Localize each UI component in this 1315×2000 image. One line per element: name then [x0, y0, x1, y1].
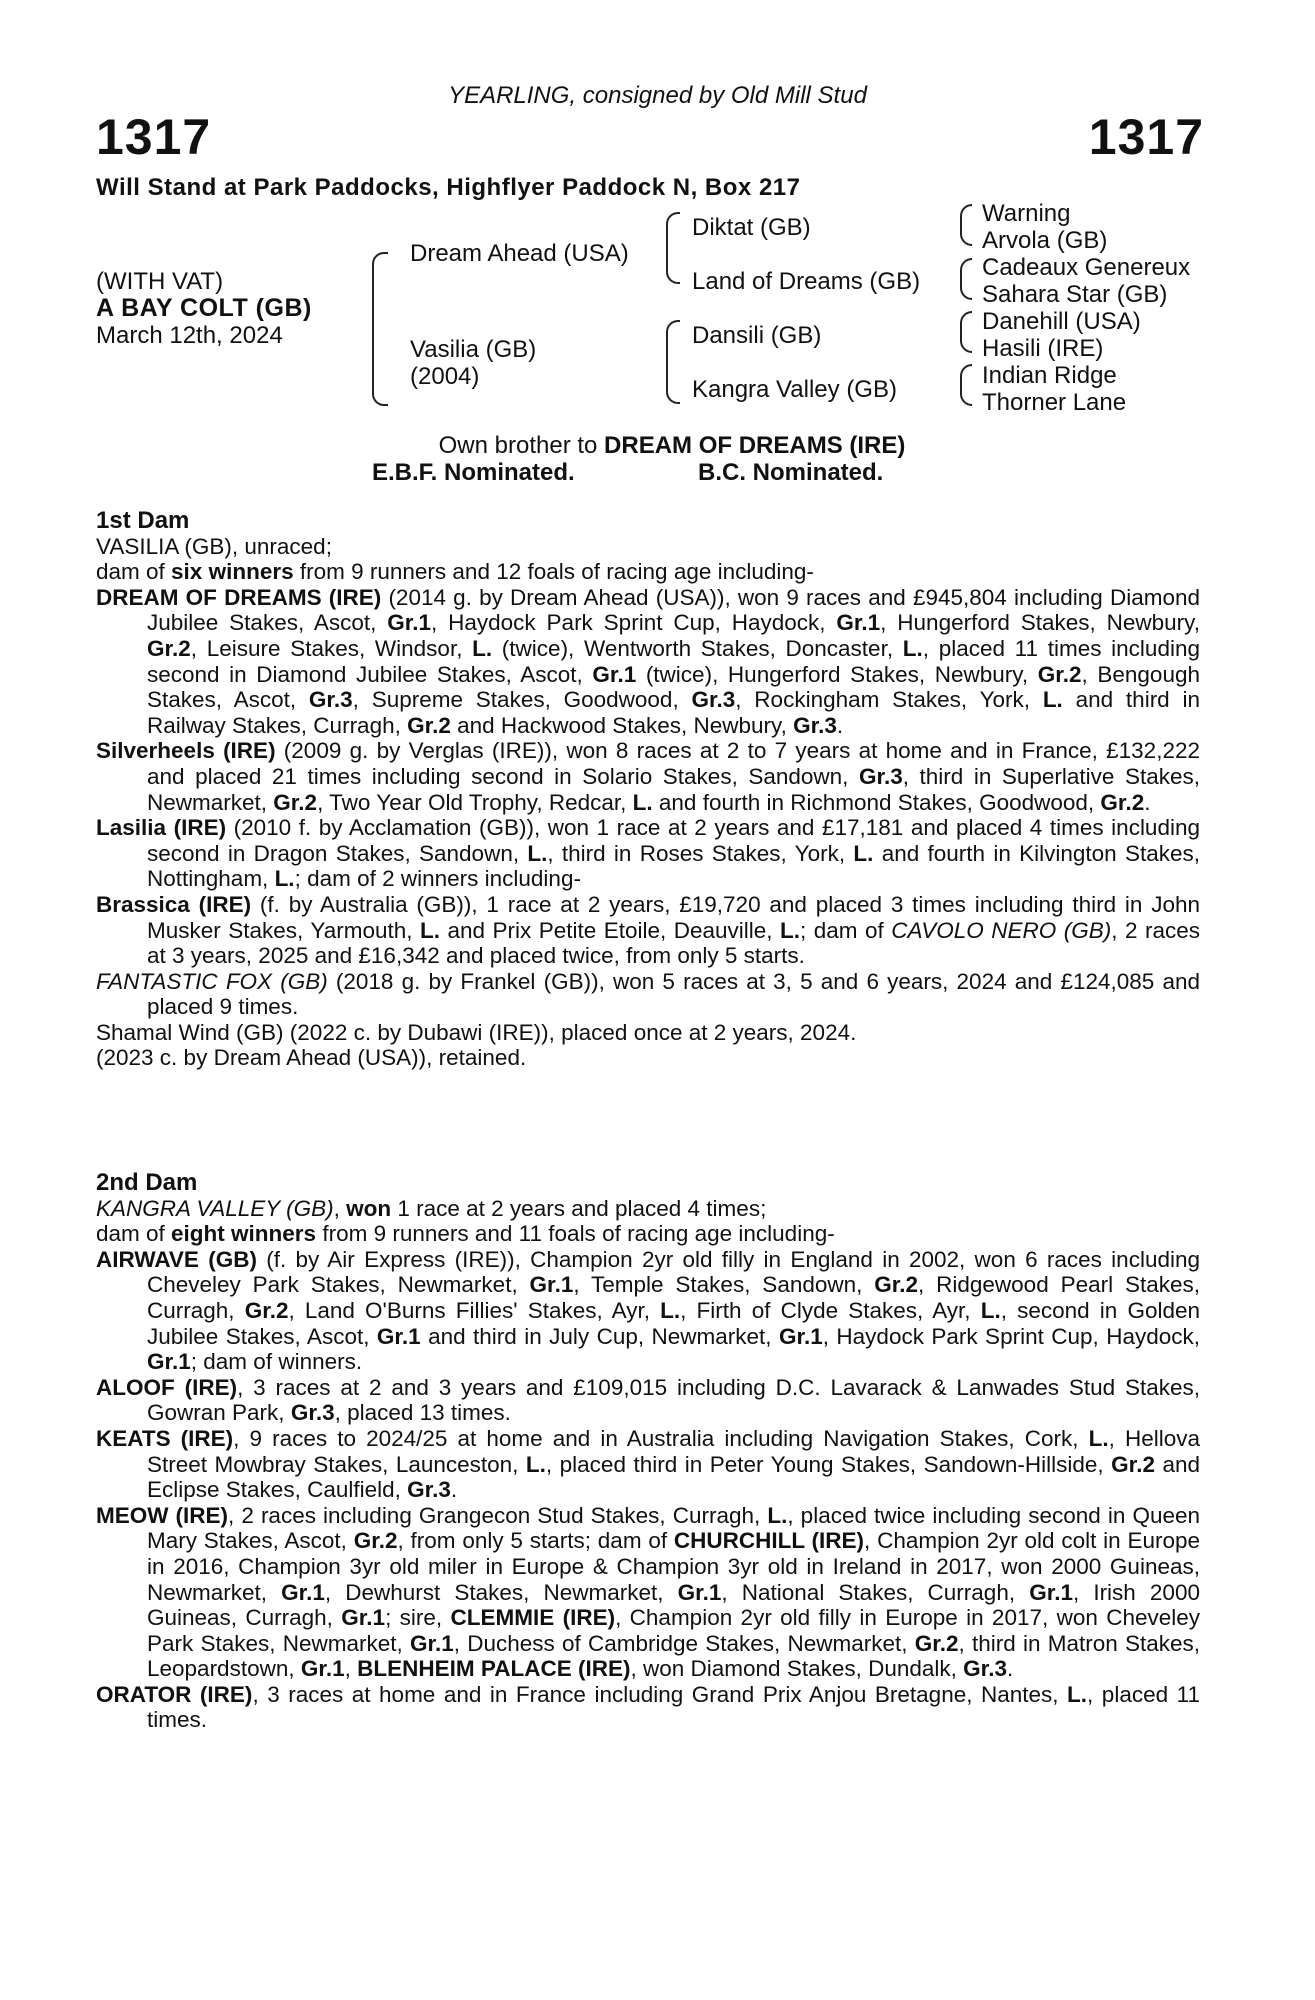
first-dam-heading: 1st Dam: [96, 507, 190, 534]
produce-silverheels: Silverheels (IRE) (2009 g. by Verglas (IRE)), won 8 races at 2 to 7 years at home and in France, £132,222 and placed 21 times including second in Solario Stakes, Sandown, Gr.3, third in Superlative Stakes, Newmarket, Gr.2, Two Year Old Trophy, Redcar, L. and fourth in Richmond Stakes, Goodwood, Gr.2.: [96, 738, 1201, 815]
gen3-indian-ridge: Indian Ridge: [982, 362, 1117, 389]
second-dam-heading: 2nd Dam: [96, 1169, 198, 1196]
produce-orator: ORATOR (IRE), 3 races at home and in France including Grand Prix Anjou Bretagne, Nantes, L., placed 11 times.: [96, 1681, 1200, 1733]
horse-name: A BAY COLT (GB): [96, 294, 312, 322]
produce-meow: MEOW (IRE), 2 races including Grangecon Stud Stakes, Curragh, L., placed twice including second in Queen Mary Stakes, Ascot, Gr.2, from only 5 starts; dam of CHURCHILL (IRE), Champion 2yr old colt in Europe in 2016, Champion 3yr old miler in Europe & Champion 3yr old in Ireland in 2017, won 2000 Guineas, Newmarket, Gr.1, Dewhurst Stakes, Newmarket, Gr.1, National Stakes, Curragh, Gr.1, Irish 2000 Guineas, Curragh, Gr.1; sire, CLEMMIE (IRE), Champion 2yr old filly in Europe in 2017, won Cheveley Park Stakes, Newmarket, Gr.1, Duchess of Cambridge Stakes, Newmarket, Gr.2, third in Matron Stakes, Leopardstown, Gr.1, BLENHEIM PALACE (IRE), won Diamond Stakes, Dundalk, Gr.3.: [96, 1502, 1200, 1682]
gen3-cadeaux-genereux: Cadeaux Genereux: [982, 254, 1191, 281]
first-dam-description: VASILIA (GB), unraced;: [96, 533, 332, 559]
brace-gen3-2: [960, 258, 972, 300]
brace-gen3-1: [960, 204, 972, 246]
ebf-nominated: E.B.F. Nominated.: [372, 459, 575, 486]
second-dam-section: [96, 1170, 1200, 1733]
lot-number-right: 1317: [1088, 109, 1204, 165]
gen3-sahara-star: Sahara Star (GB): [982, 281, 1168, 308]
first-dam-section: [96, 508, 1200, 1071]
produce-fantastic-fox: FANTASTIC FOX (GB) (2018 g. by Frankel (GB)), won 5 races at 3, 5 and 6 years, 2024 and £124,085 and placed 9 times.: [96, 968, 1200, 1020]
gen3-danehill: Danehill (USA): [982, 308, 1141, 335]
brace-dam-line: [666, 320, 680, 404]
vat-label: (WITH VAT): [96, 268, 224, 295]
second-dam-description: KANGRA VALLEY (GB), won 1 race at 2 years and placed 4 times;: [96, 1195, 767, 1221]
produce-lasilia: Lasilia (IRE) (2010 f. by Acclamation (GB)), won 1 race at 2 years and £17,181 and placed 4 times including second in Dragon Stakes, Sandown, L., third in Roses Stakes, York, L. and fourth in Kilvington Stakes, Nottingham, L.; dam of 2 winners including-: [96, 815, 1200, 892]
brace-sire-line: [666, 212, 680, 284]
produce-dream-of-dreams: DREAM OF DREAMS (IRE) (2014 g. by Dream Ahead (USA)), won 9 races and £945,804 including Diamond Jubilee Stakes, Ascot, Gr.1, Haydock Park Sprint Cup, Haydock, Gr.1, Hungerford Stakes, Newbury, Gr.2, Leisure Stakes, Windsor, L. (twice), Wentworth Stakes, Doncaster, L., placed 11 times including second in Diamond Jubilee Stakes, Ascot, Gr.1 (twice), Hungerford Stakes, Newbury, Gr.2, Bengough Stakes, Ascot, Gr.3, Supreme Stakes, Goodwood, Gr.3, Rockingham Stakes, York, L. and third in Railway Stakes, Curragh, Gr.2 and Hackwood Stakes, Newbury, Gr.3.: [96, 584, 1200, 738]
consignment-line: YEARLING, consigned by Old Mill Stud: [448, 82, 867, 109]
produce-shamal-wind: Shamal Wind (GB) (2022 c. by Dubawi (IRE)), placed once at 2 years, 2024.: [96, 1019, 857, 1045]
dam-sire: Dansili (GB): [692, 322, 822, 349]
dam-year: (2004): [410, 363, 480, 390]
dam-name: Vasilia (GB): [410, 336, 537, 363]
second-dam-record: dam of eight winners from 9 runners and 11 foals of racing age including-: [96, 1221, 835, 1247]
produce-aloof: ALOOF (IRE), 3 races at 2 and 3 years and £109,015 including D.C. Lavarack & Lanwades Stud Stakes, Gowran Park, Gr.3, placed 13 times.: [96, 1374, 1201, 1426]
bc-nominated: B.C. Nominated.: [698, 459, 884, 486]
gen3-thorner-lane: Thorner Lane: [982, 389, 1127, 416]
sire-dam: Land of Dreams (GB): [692, 268, 921, 295]
lot-number-left: 1317: [96, 109, 212, 165]
produce-brassica: Brassica (IRE) (f. by Australia (GB)), 1 race at 2 years, £19,720 and placed 3 times including third in John Musker Stakes, Yarmouth, L. and Prix Petite Etoile, Deauville, L.; dam of CAVOLO NERO (GB), 2 races at 3 years, 2025 and £16,342 and placed twice, from only 5 starts.: [96, 891, 1200, 969]
produce-airwave: AIRWAVE (GB) (f. by Air Express (IRE)), Champion 2yr old filly in England in 2002, won 6 races including Cheveley Park Stakes, Newmarket, Gr.1, Temple Stakes, Sandown, Gr.2, Ridgewood Pearl Stakes, Curragh, Gr.2, Land O'Burns Fillies' Stakes, Ayr, L., Firth of Clyde Stakes, Ayr, L., second in Golden Jubilee Stakes, Ascot, Gr.1 and third in July Cup, Newmarket, Gr.1, Haydock Park Sprint Cup, Haydock, Gr.1; dam of winners.: [96, 1246, 1200, 1375]
brace-gen3-3: [960, 311, 972, 353]
own-brother-note: Own brother to DREAM OF DREAMS (IRE): [438, 432, 906, 459]
gen3-warning: Warning: [982, 200, 1071, 227]
brace-gen3-4: [960, 364, 972, 406]
gen3-arvola: Arvola (GB): [982, 227, 1108, 254]
produce-2023-colt: (2023 c. by Dream Ahead (USA)), retained.: [96, 1045, 527, 1071]
dam-dam: Kangra Valley (GB): [692, 376, 897, 403]
produce-keats: KEATS (IRE), 9 races to 2024/25 at home and in Australia including Navigation Stakes, Cork, L., Hellova Street Mowbray Stakes, Launceston, L., placed third in Peter Young Stakes, Sandown-Hillside, Gr.2 and Eclipse Stakes, Caulfield, Gr.3.: [96, 1425, 1200, 1503]
sire-name: Dream Ahead (USA): [410, 240, 629, 267]
brace-generation-1: [372, 252, 388, 406]
sire-sire: Diktat (GB): [692, 214, 811, 241]
gen3-hasili: Hasili (IRE): [982, 335, 1104, 362]
first-dam-record: dam of six winners from 9 runners and 12 foals of racing age including-: [96, 559, 814, 585]
stand-location: Will Stand at Park Paddocks, Highflyer Paddock N, Box 217: [96, 174, 801, 201]
foaling-date: March 12th, 2024: [96, 322, 283, 349]
